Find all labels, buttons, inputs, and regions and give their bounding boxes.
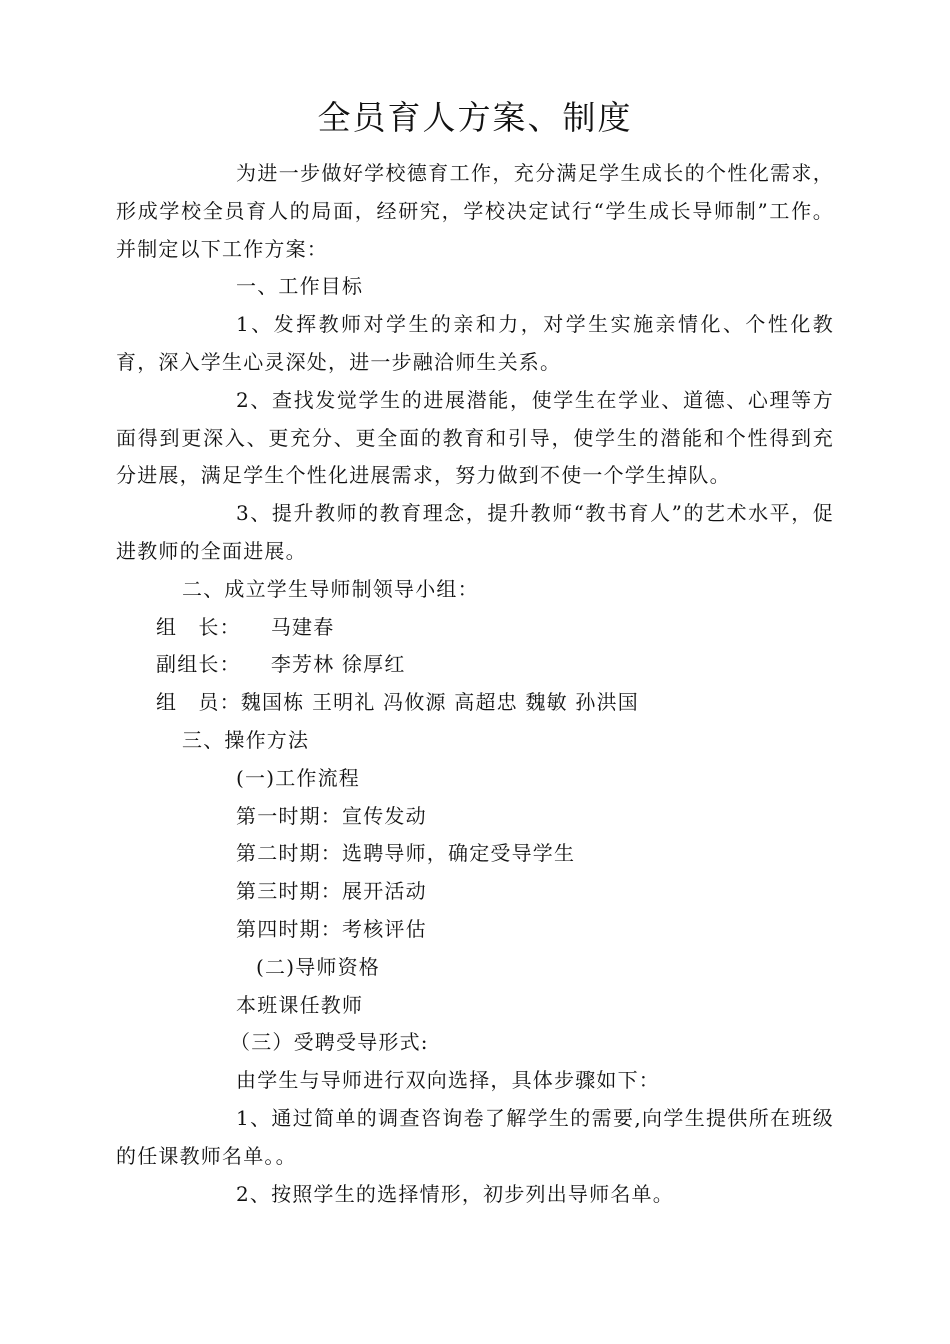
section1-item-2: 2、查找发觉学生的进展潜能，使学生在学业、道德、心理等方面得到更深入、更充分、更全面的教育和引导，使学生的潜能和个性得到充分进展，满足学生个性化进展需求，努力做到不使一个学生掉队。 — [116, 387, 834, 488]
phase-2: 第二时期：选聘导师，确定受导学生 — [236, 841, 576, 866]
step-2: 2、按照学生的选择情形，初步列出导师名单。 — [236, 1181, 674, 1206]
section1-heading: 一、工作目标 — [236, 274, 364, 299]
leader-row — [116, 609, 834, 647]
sub3-heading: （三）受聘受导形式: — [230, 1030, 429, 1055]
phase-1: 第一时期：宣传发动 — [236, 803, 427, 828]
deputy-row — [116, 646, 834, 684]
phase-4: 第四时期：考核评估 — [236, 916, 427, 941]
leader-name: 马建春 — [270, 614, 335, 639]
members-names: 魏国栋 王明礼 冯攸源 高超忠 魏敏 孙洪国 — [240, 690, 639, 715]
members-label: 组 员： — [156, 690, 241, 715]
step-1: 1、通过简单的调查咨询卷了解学生的需要,向学生提供所在班级的任课教师名单。。 — [116, 1105, 834, 1168]
members-row — [116, 684, 834, 722]
section2-heading: 二、成立学生导师制领导小组： — [182, 576, 479, 601]
deputy-label: 副组长： — [156, 652, 241, 677]
document-title: 全员育人方案、制度 — [317, 98, 633, 137]
sub1-heading: (一)工作流程 — [236, 765, 361, 790]
document-body — [116, 155, 834, 1213]
phase-3: 第三时期：展开活动 — [236, 879, 427, 904]
intro-paragraph: 为进一步做好学校德育工作，充分满足学生成长的个性化需求，形成学校全员育人的局面，经研究，学校决定试行“学生成长导师制”工作。并制定以下工作方案： — [116, 161, 834, 261]
sub2-heading: (二)导师资格 — [256, 954, 381, 979]
sub3-intro: 由学生与导师进行双向选择，具体步骤如下： — [236, 1068, 660, 1093]
leader-label: 组 长： — [156, 614, 241, 639]
deputy-names: 李芳林 徐厚红 — [270, 652, 406, 677]
section1-item-3: 3、提升教师的教育理念，提升教师“教书育人”的艺术水平，促进教师的全面进展。 — [116, 501, 834, 563]
section3-heading: 三、操作方法 — [182, 727, 310, 752]
section1-item-1: 1、发挥教师对学生的亲和力，对学生实施亲情化、个性化教育，深入学生心灵深处，进一步融洽师生关系。 — [116, 312, 834, 374]
sub2-text: 本班课任教师 — [236, 992, 364, 1017]
